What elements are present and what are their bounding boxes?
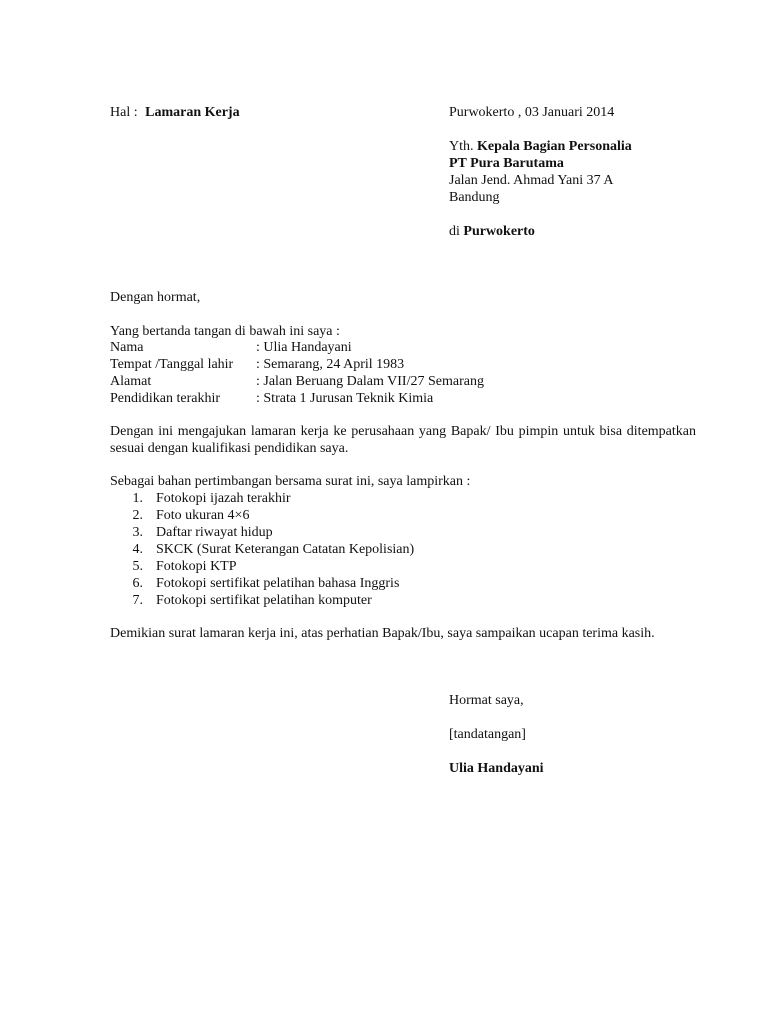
signature-greeting: Hormat saya, (449, 693, 524, 708)
identity-label: Tempat /Tanggal lahir (110, 357, 234, 372)
identity-row (110, 373, 484, 390)
list-item-number: 2. (132, 508, 143, 523)
identity-table (110, 339, 484, 407)
signature-name: Ulia Handayani (449, 761, 544, 776)
identity-row (110, 356, 484, 373)
list-item (110, 507, 414, 524)
identity-value: : Strata 1 Jurusan Teknik Kimia (256, 391, 434, 406)
list-item-number: 4. (132, 542, 143, 557)
recipient-spacer (449, 206, 632, 223)
recipient-address-line2: Bandung (449, 190, 500, 205)
recipient-title-line (449, 138, 632, 155)
recipient-location: Purwokerto (463, 224, 535, 239)
attachments-intro: Sebagai bahan pertimbangan bersama surat ini, saya lampirkan : (110, 474, 471, 489)
closing-paragraph: Demikian surat lamaran kerja ini, atas perhatian Bapak/Ibu, saya sampaikan ucapan terima kasih. (110, 626, 655, 641)
place-date: Purwokerto , 03 Januari 2014 (449, 105, 615, 120)
list-item-number: 7. (132, 593, 143, 608)
attachments-list (110, 490, 414, 609)
list-item (110, 541, 414, 558)
identity-row (110, 390, 484, 407)
list-item-text: Daftar riwayat hidup (156, 525, 273, 540)
greeting: Dengan hormat, (110, 290, 201, 305)
identity-row (110, 339, 484, 356)
list-item-text: Fotokopi sertifikat pelatihan bahasa Inggris (156, 576, 400, 591)
list-item-number: 3. (132, 525, 143, 540)
recipient-company: PT Pura Barutama (449, 156, 564, 171)
application-paragraph: Dengan ini mengajukan lamaran kerja ke perusahaan yang Bapak/ Ibu pimpin untuk bisa ditempatkan sesuai dengan kualifikasi pendidikan saya. (110, 424, 696, 456)
list-item-text: Fotokopi sertifikat pelatihan komputer (156, 593, 372, 608)
list-item-text: Fotokopi KTP (156, 559, 237, 574)
list-item-text: Foto ukuran 4×6 (156, 508, 250, 523)
recipient-block (449, 138, 632, 240)
recipient-location-prefix: di (449, 224, 460, 239)
identity-label: Alamat (110, 374, 152, 389)
subject-label: Hal : (110, 105, 138, 120)
subject-value: Lamaran Kerja (145, 105, 240, 120)
recipient-title: Kepala Bagian Personalia (477, 139, 632, 154)
identity-value: : Jalan Beruang Dalam VII/27 Semarang (256, 374, 484, 389)
identity-label: Nama (110, 340, 144, 355)
list-item-number: 6. (132, 576, 143, 591)
list-item (110, 592, 414, 609)
list-item (110, 490, 414, 507)
list-item (110, 524, 414, 541)
subject-line (110, 104, 240, 121)
recipient-address-line1: Jalan Jend. Ahmad Yani 37 A (449, 173, 614, 188)
list-item (110, 558, 414, 575)
identity-intro: Yang bertanda tangan di bawah ini saya : (110, 324, 340, 339)
list-item-text: SKCK (Surat Keterangan Catatan Kepolisian) (156, 542, 415, 557)
identity-label: Pendidikan terakhir (110, 391, 221, 406)
list-item-number: 1. (132, 491, 143, 506)
recipient-location-line (449, 223, 632, 240)
list-item (110, 575, 414, 592)
identity-value: : Semarang, 24 April 1983 (256, 357, 405, 372)
list-item-text: Fotokopi ijazah terakhir (156, 491, 291, 506)
identity-value: : Ulia Handayani (256, 340, 352, 355)
recipient-prefix: Yth. (449, 139, 474, 154)
list-item-number: 5. (132, 559, 143, 574)
signature-mark: [tandatangan] (449, 727, 526, 742)
